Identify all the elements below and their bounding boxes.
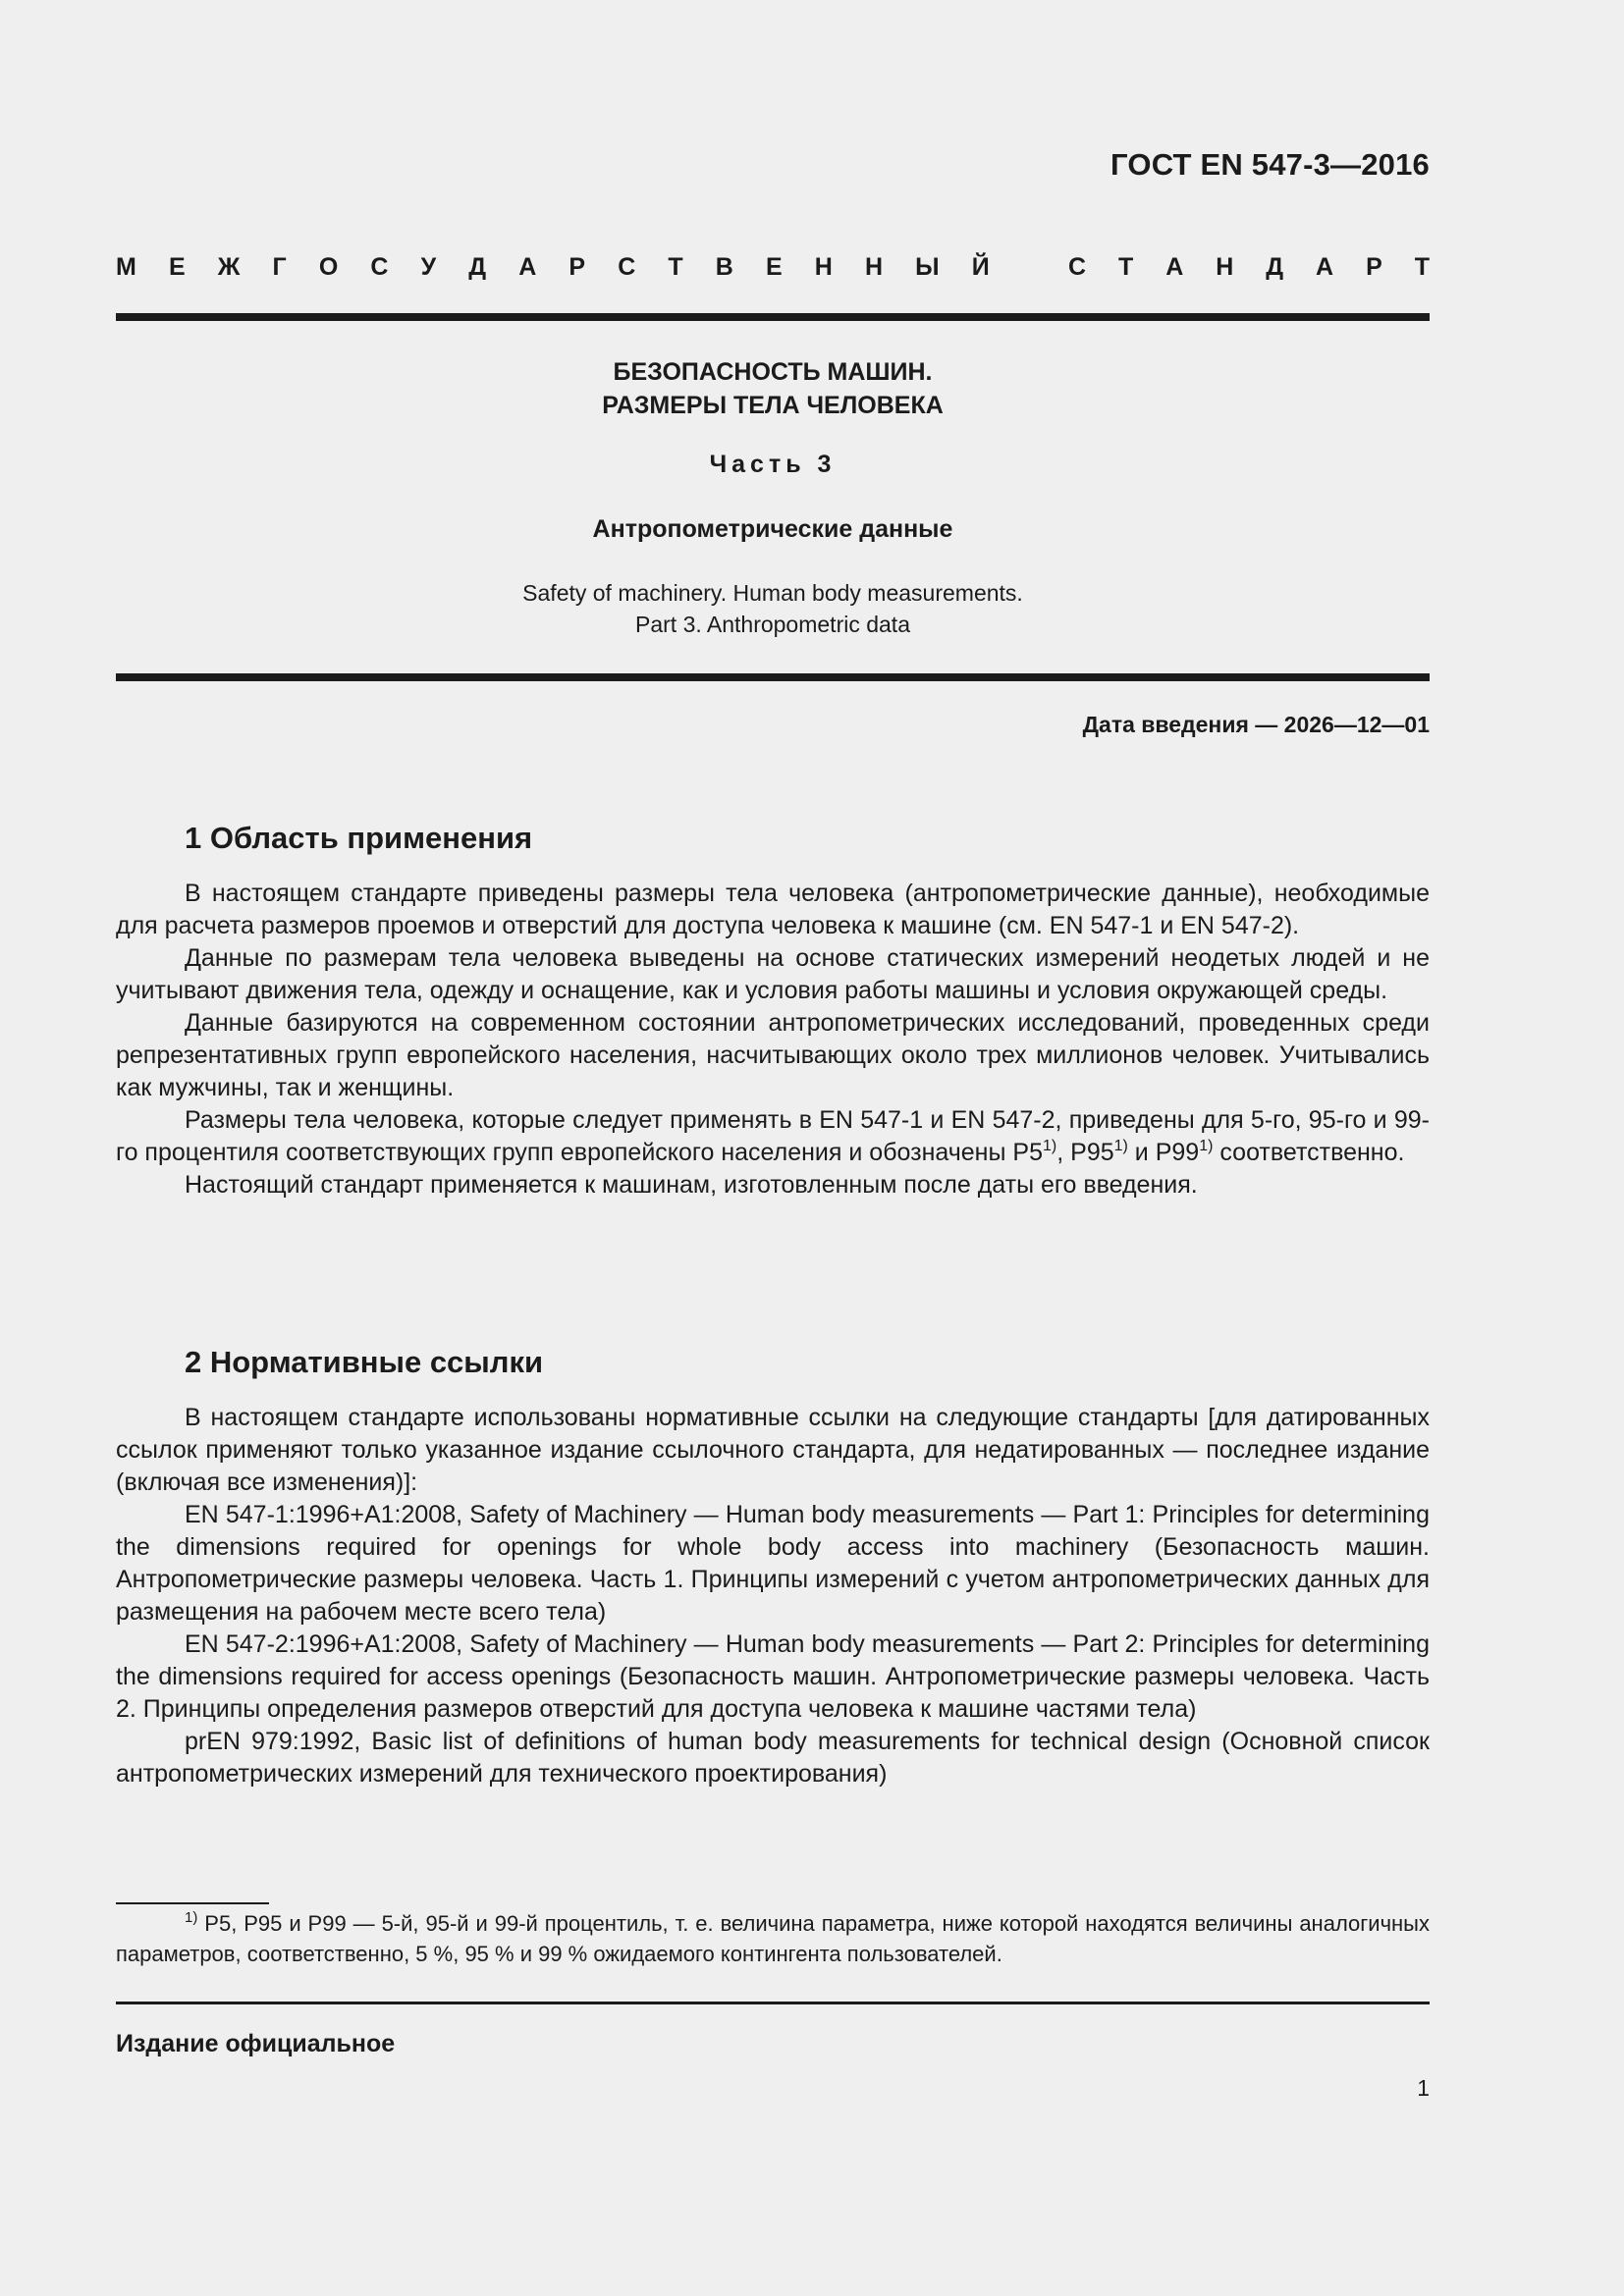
english-title bbox=[116, 577, 1430, 640]
title-line-2: РАЗМЕРЫ ТЕЛА ЧЕЛОВЕКА bbox=[602, 392, 944, 419]
banner-letter: А bbox=[1316, 253, 1334, 281]
part-label: Часть 3 bbox=[709, 451, 837, 478]
banner-letter: С bbox=[370, 253, 389, 281]
banner-letter: Й bbox=[971, 253, 990, 281]
footnote-separator bbox=[116, 1902, 269, 1904]
introduction-date: Дата введения — 2026—12—01 bbox=[1082, 712, 1430, 737]
banner-letter: Т bbox=[1118, 253, 1134, 281]
banner-letter: Н bbox=[864, 253, 884, 281]
footer-rule bbox=[116, 2002, 1430, 2004]
banner-letter: А bbox=[518, 253, 537, 281]
banner-letter: Ж bbox=[217, 253, 241, 281]
footnote-reference[interactable]: 1) bbox=[1199, 1138, 1214, 1154]
official-edition-label: Издание официальное bbox=[116, 2030, 396, 2057]
paragraph-percentiles: Размеры тела человека, которые следует применять в EN 547-1 и EN 547-2, приведены для 5-го, 95-го и 99-го процентиля соответствующих групп европейского населения и обозначены P5$^{1)}$, P95$^{1)}$ и P99$^{1)}$ соответственно. bbox=[116, 1106, 1430, 1166]
banner-letter: М bbox=[116, 253, 136, 281]
footnote bbox=[116, 1908, 1430, 1969]
paragraph: Настоящий стандарт применяется к машинам, изготовленным после даты его введения. bbox=[185, 1171, 1198, 1199]
banner-letter: Н bbox=[1216, 253, 1234, 281]
paragraph: Данные базируются на современном состоянии антропометрических исследований, проведенных среди репрезентативных групп европейского населения, насчитывающих около трех миллионов человек. Учитывались как мужчины, так и женщины. bbox=[116, 1009, 1430, 1101]
section-scope bbox=[116, 821, 1430, 1201]
title-bottom-rule bbox=[116, 673, 1430, 681]
banner-letter: Д bbox=[1266, 253, 1284, 281]
footnote-reference[interactable]: 1) bbox=[1113, 1138, 1128, 1154]
document-title bbox=[116, 355, 1430, 422]
banner-letter: Т bbox=[1414, 253, 1430, 281]
subtitle: Антропометрические данные bbox=[592, 515, 953, 543]
banner-letter: Ы bbox=[915, 253, 940, 281]
banner-letter: А bbox=[1165, 253, 1184, 281]
banner-letter: С bbox=[618, 253, 636, 281]
footnote-text: P5, P95 и P99 — 5-й, 95-й и 99-й процентиль, т. е. величина параметра, ниже которой находятся величины аналогичных параметров, соответственно, 5 %, 95 % и 99 % ожидаемого контингента пользователей. bbox=[116, 1911, 1430, 1966]
banner-letter: О bbox=[318, 253, 339, 281]
banner-letter: Р bbox=[568, 253, 586, 281]
paragraph: В настоящем стандарте приведены размеры тела человека (антропометрические данные), необходимые для расчета размеров проемов и отверстий для доступа человека к машине (см. EN 547-1 и EN 547-2). bbox=[116, 880, 1430, 939]
footnote-reference[interactable]: 1) bbox=[1043, 1138, 1057, 1154]
english-title-line-2: Part 3. Anthropometric data bbox=[635, 612, 910, 637]
reference-item: prEN 979:1992, Basic list of definitions of human body measurements for technical design (Основной список антропометрических измерений для технического проектирования) bbox=[116, 1728, 1430, 1788]
document-number: ГОСТ EN 547-3—2016 bbox=[1110, 147, 1430, 182]
interstate-standard-banner bbox=[116, 253, 1430, 282]
banner-letter: Т bbox=[668, 253, 683, 281]
top-rule bbox=[116, 313, 1430, 321]
section-heading: 1 Область применения bbox=[185, 821, 533, 855]
section-heading: 2 Нормативные ссылки bbox=[185, 1345, 544, 1379]
paragraph: Данные по размерам тела человека выведены на основе статических измерений неодетых людей и не учитывают движения тела, одежду и оснащение, как и условия работы машины и условия окружающей среды. bbox=[116, 944, 1430, 1004]
english-title-line-1: Safety of machinery. Human body measurements. bbox=[522, 580, 1023, 606]
banner-letter: Е bbox=[765, 253, 783, 281]
reference-item: EN 547-2:1996+A1:2008, Safety of Machinery — Human body measurements — Part 2: Principles for determining the dimensions required for access openings (Безопасность машин. Антропометрические размеры человека. Часть 2. Принципы определения размеров отверстий для доступа человека к машине частями тела) bbox=[116, 1630, 1430, 1723]
banner-letter: Н bbox=[814, 253, 833, 281]
banner-letter: С bbox=[1068, 253, 1087, 281]
banner-letter: Е bbox=[168, 253, 186, 281]
paragraph: В настоящем стандарте использованы нормативные ссылки на следующие стандарты [для датированных ссылок применяют только указанное издание ссылочного стандарта, для недатированных — последнее издание (включая все изменения)]: bbox=[116, 1404, 1430, 1496]
banner-letter: Р bbox=[1366, 253, 1382, 281]
banner-word-standard bbox=[1068, 253, 1430, 282]
banner-word-interstate bbox=[116, 253, 990, 282]
footnote-mark: 1) bbox=[185, 1909, 198, 1926]
page-number: 1 bbox=[1417, 2075, 1430, 2101]
title-line-1: БЕЗОПАСНОСТЬ МАШИН. bbox=[613, 358, 933, 386]
banner-letter: У bbox=[420, 253, 437, 281]
banner-letter: В bbox=[715, 253, 733, 281]
banner-letter: Г bbox=[272, 253, 287, 281]
banner-letter: Д bbox=[468, 253, 487, 281]
reference-item: EN 547-1:1996+A1:2008, Safety of Machinery — Human body measurements — Part 1: Principles for determining the dimensions required for openings for whole body access into machinery (Безопасность машин. Антропометрические размеры человека. Часть 1. Принципы измерений с учетом антропометрических данных для размещения на рабочем месте всего тела) bbox=[116, 1501, 1430, 1626]
section-normative-references bbox=[116, 1345, 1430, 1790]
